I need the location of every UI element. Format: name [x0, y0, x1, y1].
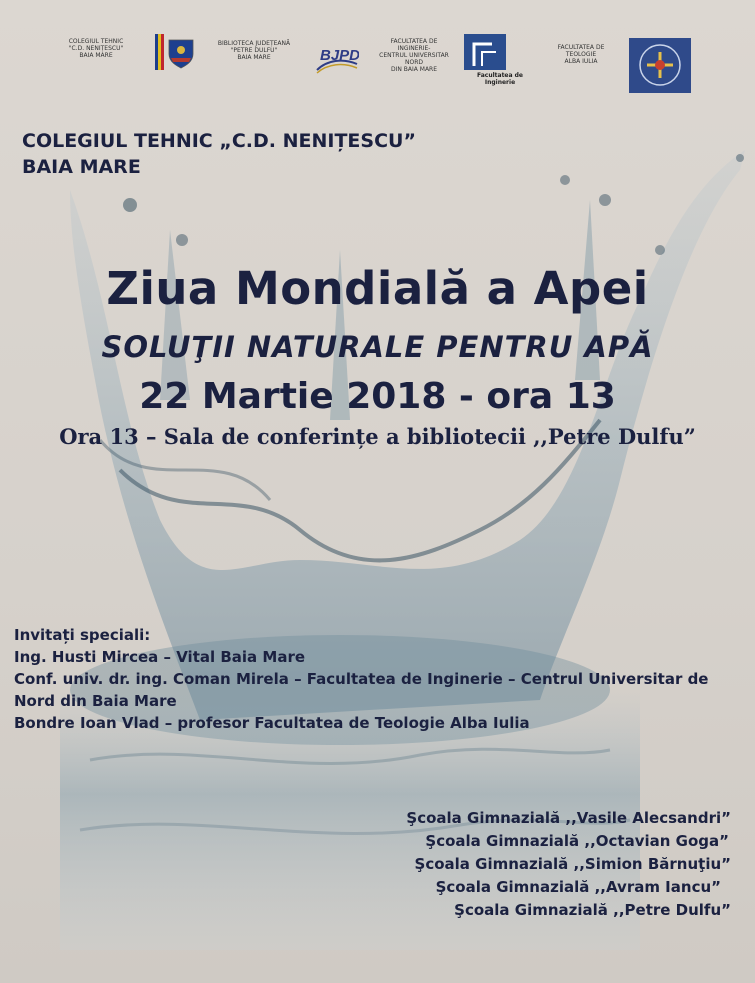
teologie-seal-icon	[629, 38, 691, 93]
guest-item: Bondre Ioan Vlad – profesor Facultatea de Teologie Alba Iulia	[14, 714, 530, 732]
logo-text-line: FACULTATEA DE	[557, 44, 605, 51]
biblioteca-logo	[212, 40, 296, 61]
logo-text-line: "C.D. NENIȚESCU"	[68, 45, 124, 52]
special-guests	[14, 624, 708, 734]
logo-text-line: NORD	[405, 59, 423, 66]
event-subtitle: SOLUŢII NATURALE PENTRU APĂ	[101, 330, 654, 364]
school-item: Şcoala Gimnazială ,,Petre Dulfu”	[454, 901, 731, 919]
logo-text-line: BAIA MARE	[79, 52, 113, 59]
guest-item: Nord din Baia Mare	[14, 692, 177, 710]
facultatea-teologie-logo	[548, 44, 614, 65]
logo-text-line: ALBA IULIA	[564, 58, 598, 65]
school-item: Şcoala Gimnazială ,,Avram Iancu”	[435, 878, 721, 896]
bjpd-logo-text: BJPD	[320, 47, 359, 64]
event-date: 22 Martie 2018 - ora 13	[139, 376, 616, 417]
guest-item: Conf. univ. dr. ing. Coman Mirela – Facultatea de Inginerie – Centrul Universitar de	[14, 670, 709, 688]
logo-text-line: COLEGIUL TEHNIC	[68, 38, 124, 45]
logo-text-line: FACULTATEA DE	[390, 38, 438, 45]
event-title: Ziua Mondială a Apei	[106, 262, 649, 315]
school-item: Şcoala Gimnazială ,,Vasile Alecsandri”	[406, 809, 731, 827]
guest-item: Ing. Husti Mircea – Vital Baia Mare	[14, 648, 306, 666]
bjpd-logo-icon	[313, 36, 359, 76]
organizer-name: COLEGIUL TEHNIC „C.D. NENIȚESCU”	[22, 130, 416, 152]
emblem-caption: Facultatea de Inginerie	[476, 72, 524, 86]
logo-text-line: CENTRUL UNIVERSITAR	[379, 52, 449, 59]
colegiul-logo	[60, 38, 132, 59]
organizer-block	[22, 128, 416, 180]
school-item: Şcoala Gimnazială ,,Octavian Goga”	[425, 832, 729, 850]
logo-text-line: DIN BAIA MARE	[390, 66, 438, 73]
logo-text-line: TEOLOGIE	[565, 51, 597, 58]
schools-list	[406, 807, 731, 922]
logos-row	[0, 30, 755, 100]
logo-text-line: "PETRE DULFU"	[230, 47, 278, 54]
logo-text-line: BAIA MARE	[237, 54, 271, 61]
event-venue: Ora 13 – Sala de conferințe a bibliotecii ,,Petre Dulfu”	[59, 424, 696, 449]
guests-heading: Invitați speciali:	[14, 626, 151, 644]
logo-text-line: INGINERIE-	[397, 45, 431, 52]
logo-text-line: BIBLIOTECA JUDEȚEANĂ	[217, 40, 291, 47]
facultatea-inginerie-logo	[372, 38, 456, 73]
organizer-city: BAIA MARE	[22, 156, 141, 178]
school-item: Şcoala Gimnazială ,,Simion Bărnuţiu”	[414, 855, 731, 873]
facultatea-inginerie-emblem	[462, 32, 538, 84]
coat-of-arms-icon	[155, 32, 197, 72]
